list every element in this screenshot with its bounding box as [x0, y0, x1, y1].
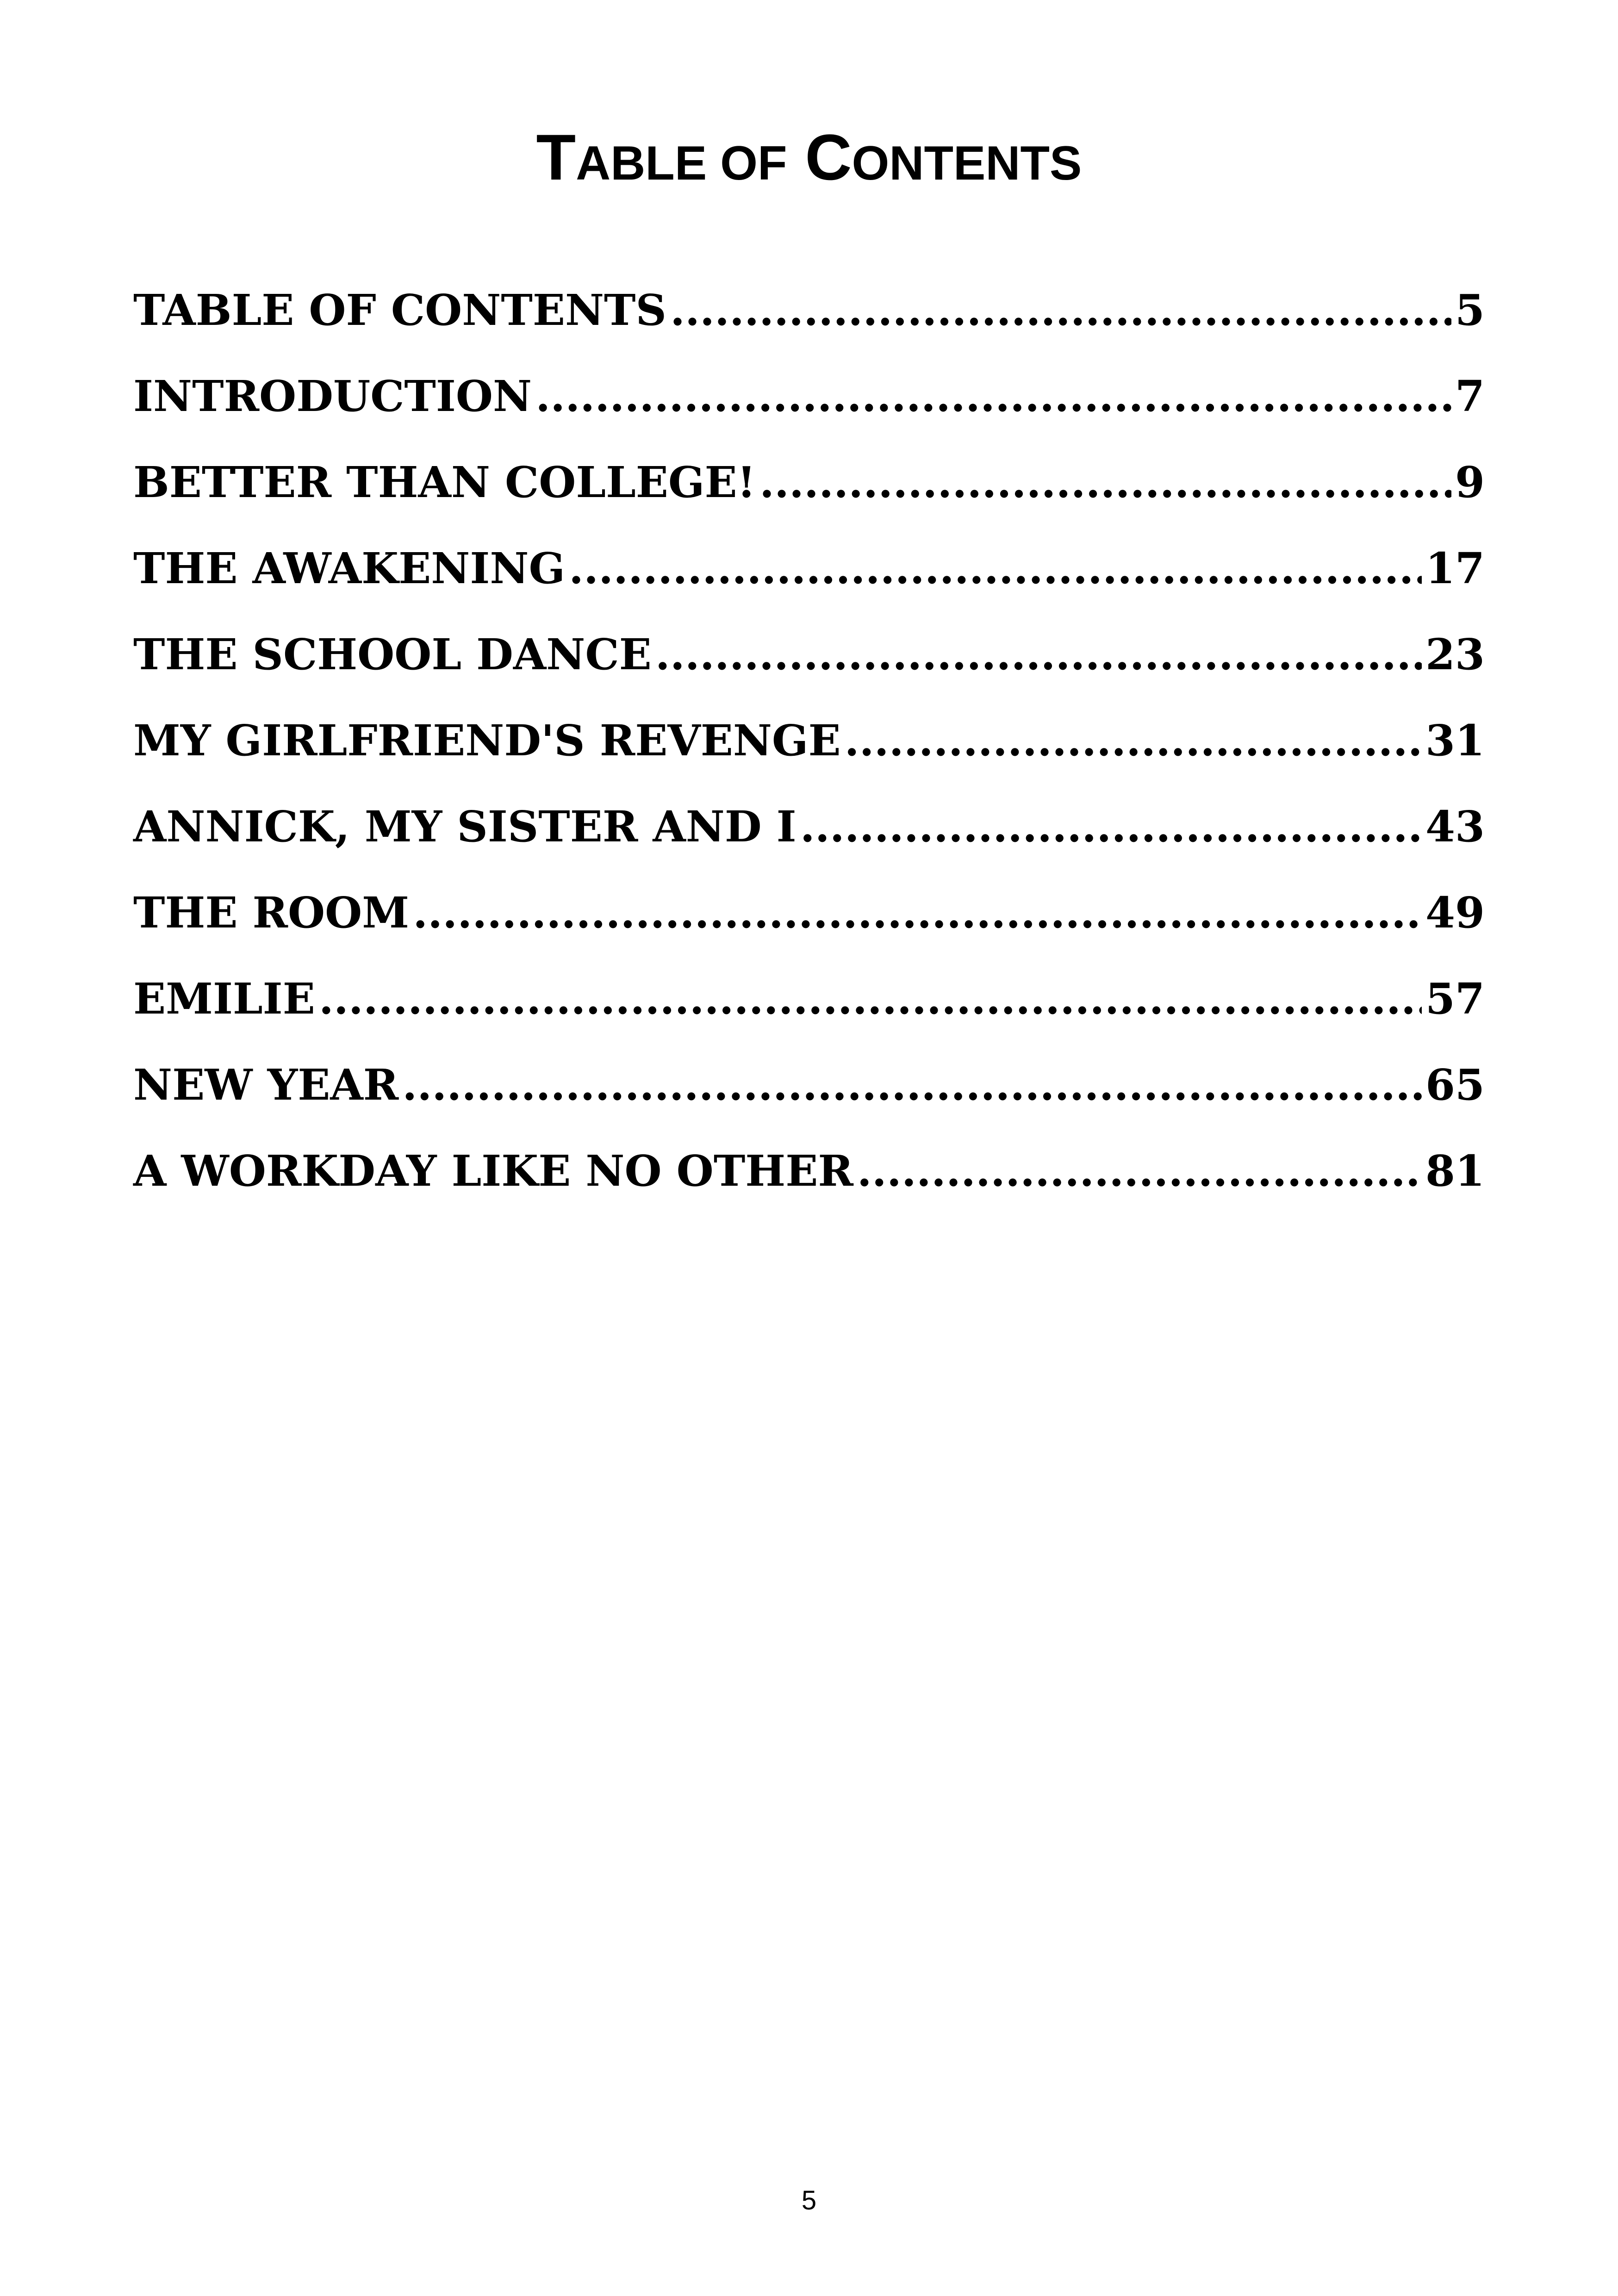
toc-entry[interactable] — [133, 278, 1485, 364]
toc-entry[interactable] — [133, 1052, 1485, 1139]
toc-entry-title: THE ROOM — [133, 888, 410, 938]
toc-entry[interactable] — [133, 880, 1485, 966]
toc-entry-page: 43 — [1425, 802, 1485, 852]
toc-entry[interactable] — [133, 536, 1485, 622]
toc-entry-title: NEW YEAR — [133, 1060, 399, 1110]
toc-entry-page: 65 — [1425, 1060, 1485, 1110]
toc-dot-leader — [845, 708, 1422, 773]
toc-entry[interactable] — [133, 966, 1485, 1052]
toc-dot-leader — [800, 794, 1422, 859]
toc-dot-leader — [535, 364, 1451, 429]
toc-entry-page: 23 — [1425, 629, 1485, 679]
toc-entry-title: TABLE OF CONTENTS — [133, 285, 666, 335]
toc-entry-title: ANNICK, MY SISTER AND I — [133, 802, 797, 852]
toc-entry-page: 81 — [1425, 1146, 1485, 1196]
page-number: 5 — [801, 2185, 817, 2215]
toc-dot-leader — [670, 278, 1451, 342]
page-title-word-contents: ONTENTS — [852, 137, 1082, 190]
toc-entry-page: 31 — [1425, 716, 1485, 765]
toc-entry[interactable] — [133, 622, 1485, 708]
toc-dot-leader — [319, 966, 1422, 1031]
table-of-contents — [133, 278, 1485, 1225]
toc-dot-leader — [759, 450, 1451, 515]
toc-entry-title: A WORKDAY LIKE NO OTHER — [133, 1146, 853, 1196]
toc-entry[interactable] — [133, 1139, 1485, 1225]
toc-entry-title: EMILIE — [133, 974, 315, 1024]
toc-entry-title: INTRODUCTION — [133, 371, 532, 421]
toc-entry-page: 49 — [1425, 888, 1485, 938]
toc-entry[interactable] — [133, 364, 1485, 450]
toc-entry[interactable] — [133, 450, 1485, 536]
toc-dot-leader — [569, 536, 1422, 601]
page-title-initial-t: T — [536, 121, 576, 193]
page-title-word-table-of: ABLE OF — [576, 137, 787, 190]
toc-dot-leader — [655, 622, 1422, 687]
toc-dot-leader — [413, 880, 1422, 945]
page-title-initial-c: C — [805, 121, 852, 193]
toc-dot-leader — [857, 1139, 1422, 1203]
toc-dot-leader — [402, 1052, 1422, 1117]
page-title — [0, 118, 1618, 203]
toc-entry-page: 57 — [1425, 974, 1485, 1024]
toc-entry-title: THE SCHOOL DANCE — [133, 629, 652, 679]
toc-entry-page: 7 — [1455, 371, 1485, 421]
toc-entry-title: THE AWAKENING — [133, 543, 566, 593]
toc-entry-page: 9 — [1455, 457, 1485, 507]
toc-entry-page: 5 — [1455, 285, 1485, 335]
toc-entry-page: 17 — [1425, 543, 1485, 593]
toc-entry[interactable] — [133, 708, 1485, 794]
toc-entry-title: BETTER THAN COLLEGE! — [133, 457, 756, 507]
toc-entry[interactable] — [133, 794, 1485, 880]
toc-entry-title: MY GIRLFRIEND'S REVENGE — [133, 716, 841, 765]
